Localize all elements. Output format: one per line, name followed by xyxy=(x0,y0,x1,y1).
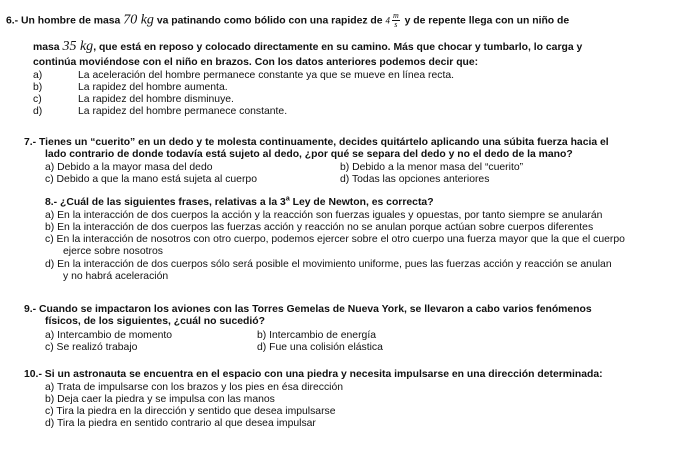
option-letter: a) xyxy=(33,70,43,81)
q6-text-part: 6.- Un hombre de masa xyxy=(6,15,124,27)
option-letter: b) xyxy=(33,82,43,93)
q6-text-part: y de repente llega con un niño de xyxy=(401,15,570,27)
q8-option-c-line-2: ejerce sobre nosotros xyxy=(63,246,163,257)
q8-title xyxy=(45,197,434,209)
q7-option-d: d) Todas las opciones anteriores xyxy=(340,174,490,185)
q6-option-c xyxy=(33,94,234,106)
unit-denominator: s xyxy=(394,20,398,29)
unit-numerator: m xyxy=(392,11,399,20)
q6-speed-unit xyxy=(392,12,400,29)
q6-line-1 xyxy=(6,12,569,29)
option-letter: d) xyxy=(33,106,43,117)
q8-text-part: 8.- ¿Cuál de las siguientes frases, relativas a la 3 xyxy=(45,197,286,208)
q7-option-a: a) Debido a la mayor masa del dedo xyxy=(45,162,213,173)
option-text: La rapidez del hombre permanece constante. xyxy=(78,106,288,117)
option-text: La aceleración del hombre permanece constante ya que se mueve en línea recta. xyxy=(78,70,455,81)
q8-text-part: Ley de Newton, es correcta? xyxy=(289,197,434,208)
q10-option-a: a) Trata de impulsarse con los brazos y los pies en ésa dirección xyxy=(45,382,344,393)
q10-line-1: 10.- Si un astronauta se encuentra en el espacio con una piedra y necesita impulsarse en una dirección determinada: xyxy=(24,369,603,380)
q9-line-1: 9.- Cuando se impactaron los aviones con las Torres Gemelas de Nueva York, se llevaron a cabo varios fenómenos xyxy=(24,304,592,315)
option-text: La rapidez del hombre disminuye. xyxy=(78,94,234,105)
q6-speed-value: 4 xyxy=(385,15,390,26)
q6-line-3: continúa moviéndose con el niño en brazos. Con los datos anteriores podemos decir que: xyxy=(33,57,479,68)
q6-mass-man: 70 kg xyxy=(123,12,154,28)
q6-text-part: va patinando como bólido con una rapidez de xyxy=(153,15,386,27)
q6-mass-child: 35 kg xyxy=(62,39,94,54)
q7-option-c: c) Debido a que la mano está sujeta al cuerpo xyxy=(45,174,257,185)
q6-text-part: , que está en reposo y colocado directamente en su camino. Más que chocar y tumbarlo, lo carga y xyxy=(93,42,583,53)
q10-option-c: c) Tira la piedra en la dirección y sentido que desea impulsarse xyxy=(45,406,336,417)
q6-line-2 xyxy=(33,41,582,54)
option-letter: c) xyxy=(33,94,42,105)
option-text: La rapidez del hombre aumenta. xyxy=(78,82,228,93)
q8-option-d-line-1: d) En la interacción de dos cuerpos sólo será posible el movimiento uniforme, pues las fuerzas acción y reacción se anulan xyxy=(45,259,612,270)
q8-option-a: a) En la interacción de dos cuerpos la acción y la reacción son fuerzas iguales y opuestas, por tanto siempre se anularán xyxy=(45,210,603,221)
q8-option-d-line-2: y no habrá aceleración xyxy=(63,271,169,282)
q9-option-a: a) Intercambio de momento xyxy=(45,330,173,341)
q7-line-1: 7.- Tienes un “cuerito” en un dedo y te molesta continuamente, decides quitártelo aplicando una súbita fuerza hacia el xyxy=(24,137,609,148)
q6-option-b xyxy=(33,82,228,94)
q8-superscript: a xyxy=(285,195,290,203)
q9-option-b: b) Intercambio de energía xyxy=(257,330,376,341)
q7-line-2: lado contrario de donde todavía está sujeto al dedo, ¿por qué se separa del dedo y no el dedo de la mano? xyxy=(45,149,573,160)
q6-option-d xyxy=(33,106,287,118)
q8-option-c-line-1: c) En la interacción de nosotros con otro cuerpo, podemos ejercer sobre el otro cuerpo una fuerza mayor que la que el cuerpo xyxy=(45,234,625,245)
q6-option-a xyxy=(33,70,454,82)
q9-line-2: físicos, de los siguientes, ¿cuál no sucedió? xyxy=(45,316,265,327)
q7-option-b: b) Debido a la menor masa del “cuerito” xyxy=(340,162,524,173)
q10-option-b: b) Deja caer la piedra y se impulsa con las manos xyxy=(45,394,275,405)
q9-option-c: c) Se realizó trabajo xyxy=(45,342,138,353)
q10-option-d: d) Tira la piedra en sentido contrario al que desea impulsar xyxy=(45,418,316,429)
q8-option-b: b) En la interacción de dos cuerpos las fuerzas acción y reacción no se anulan porque actúan sobre cuerpos diferentes xyxy=(45,222,594,233)
q9-option-d: d) Fue una colisión elástica xyxy=(257,342,383,353)
q6-text-part: masa xyxy=(33,42,63,53)
